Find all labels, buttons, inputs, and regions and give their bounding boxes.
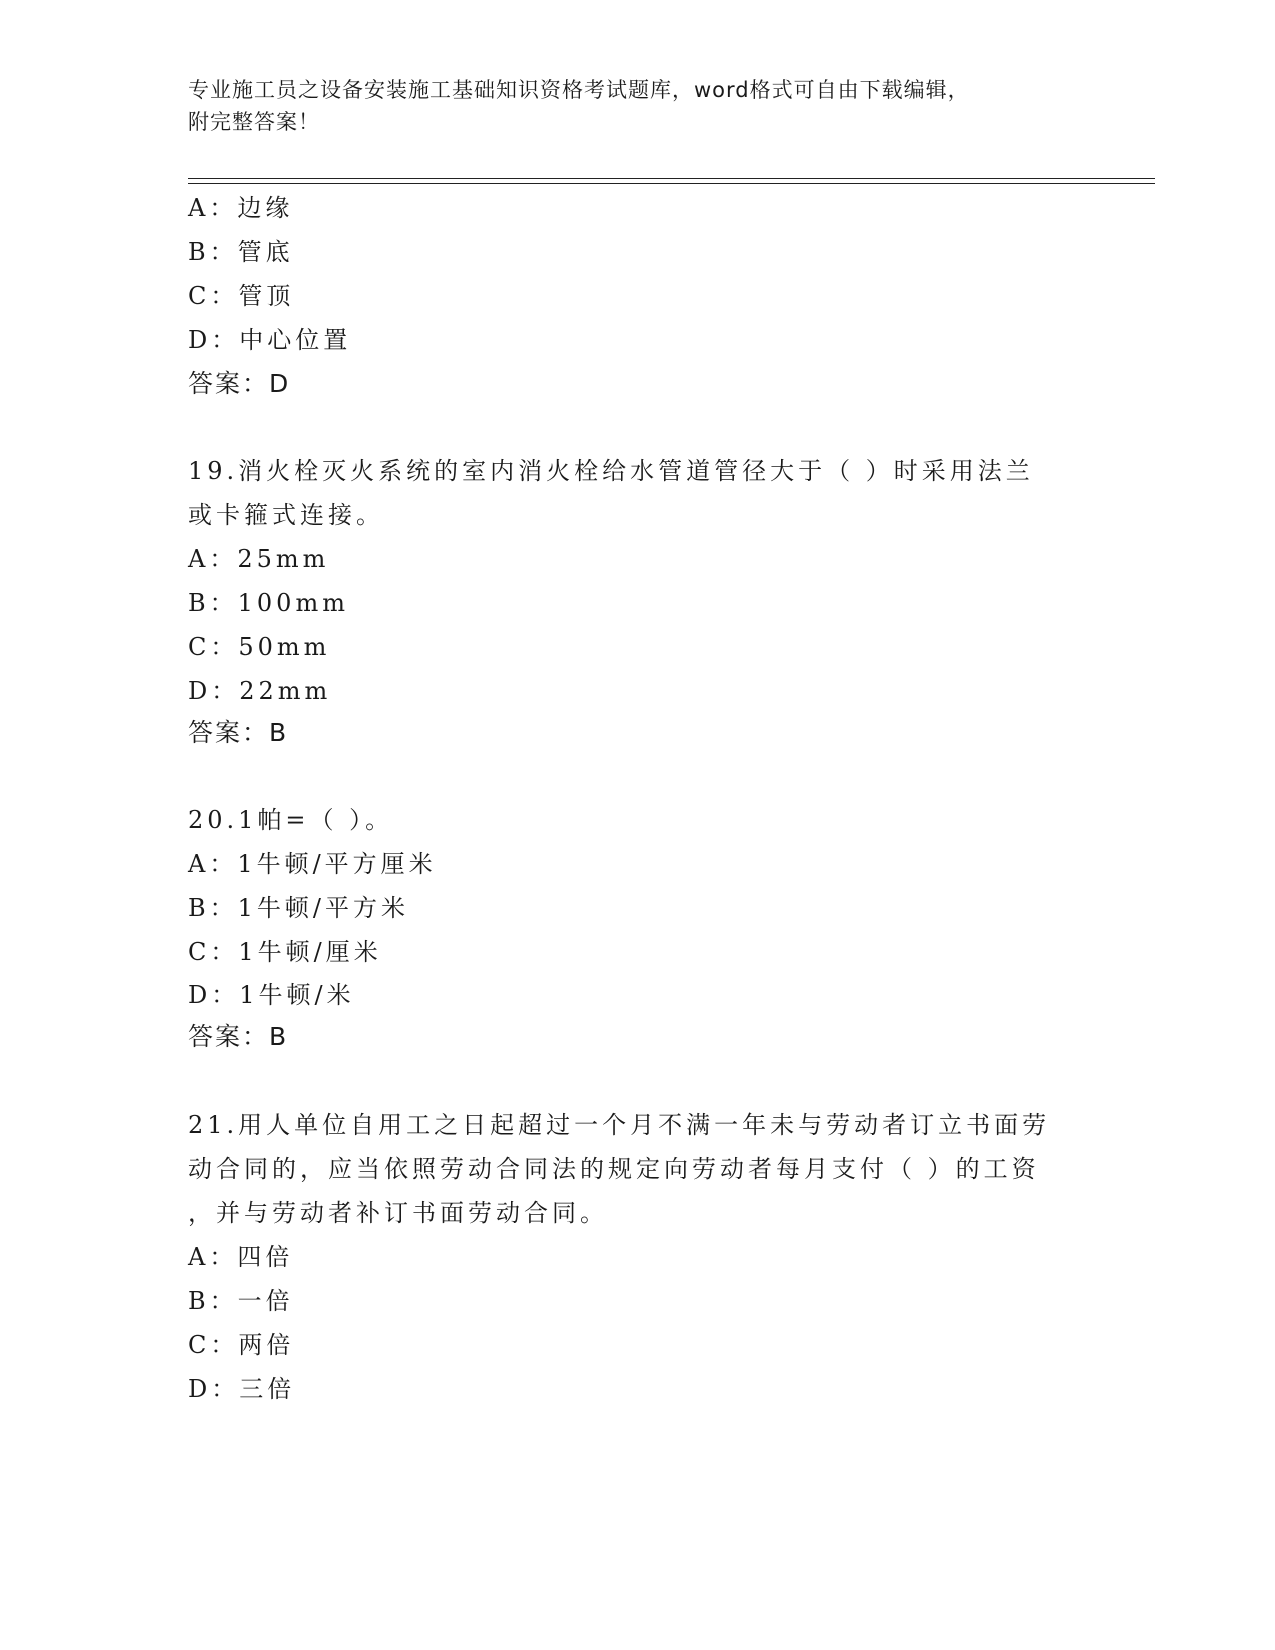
document-header <box>188 74 1068 138</box>
q19-option-d: D：22mm <box>188 677 332 705</box>
q19-option-c: C：50mm <box>188 633 331 661</box>
q18-option-d: D：中心位置 <box>188 326 352 354</box>
q20-stem-line-1: 20.1帕=（ ）。 <box>188 806 394 834</box>
q18-option-b: B：管底 <box>188 238 294 266</box>
q19-stem-line-2: 或卡箍式连接。 <box>188 501 384 529</box>
q18-option-c: C：管顶 <box>188 282 295 310</box>
header-divider-top <box>188 178 1155 179</box>
q21-option-c: C：两倍 <box>188 1331 295 1359</box>
q19-stem-line-1: 19.消火栓灭火系统的室内消火栓给水管道管径大于（ ）时采用法兰 <box>188 457 1034 485</box>
header-line-1: 专业施工员之设备安装施工基础知识资格考试题库，word格式可自由下载编辑， <box>188 78 970 102</box>
q18-option-a: A：边缘 <box>188 194 294 222</box>
q21-stem-line-3: ，并与劳动者补订书面劳动合同。 <box>188 1199 608 1227</box>
q21-stem-line-1: 21.用人单位自用工之日起超过一个月不满一年未与劳动者订立书面劳 <box>188 1111 1051 1139</box>
q18-answer: 答案：D <box>188 369 291 398</box>
header-line-2: 附完整答案！ <box>188 110 320 134</box>
q20-option-a: A：1牛顿/平方厘米 <box>188 850 437 878</box>
q20-answer: 答案：B <box>188 1022 289 1051</box>
q21-option-d: D：三倍 <box>188 1375 296 1403</box>
q21-stem-line-2: 动合同的，应当依照劳动合同法的规定向劳动者每月支付（ ）的工资 <box>188 1155 1040 1183</box>
q19-answer: 答案：B <box>188 718 289 747</box>
q21-option-b: B：一倍 <box>188 1287 294 1315</box>
q20-option-b: B：1牛顿/平方米 <box>188 894 409 922</box>
q20-option-d: D：1牛顿/米 <box>188 981 355 1009</box>
q19-option-a: A：25mm <box>188 545 330 573</box>
header-divider-bottom <box>188 183 1155 184</box>
q19-option-b: B：100mm <box>188 589 349 617</box>
q20-option-c: C：1牛顿/厘米 <box>188 938 382 966</box>
q21-option-a: A：四倍 <box>188 1243 294 1271</box>
